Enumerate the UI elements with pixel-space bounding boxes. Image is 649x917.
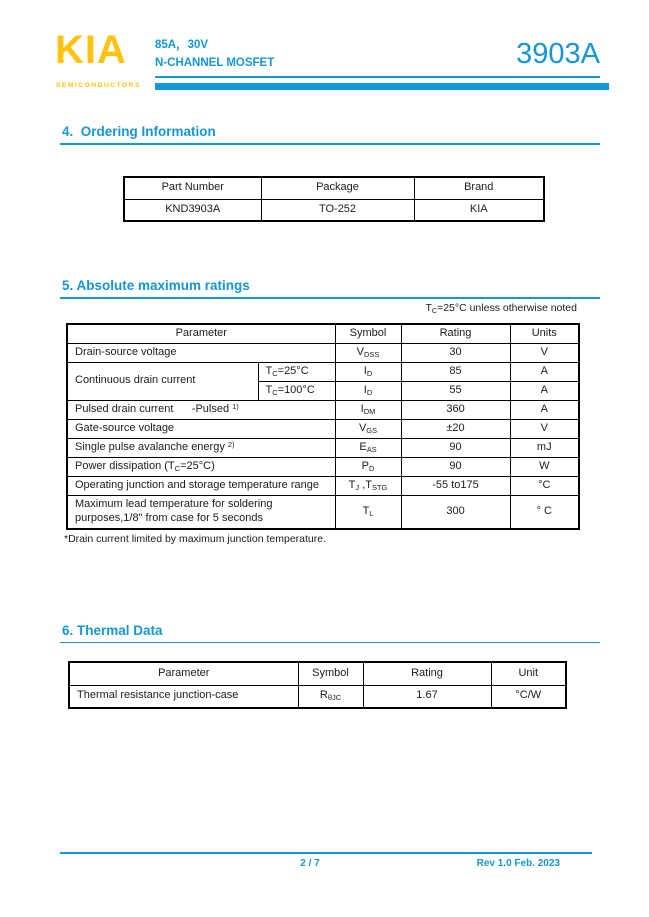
table-header-cell: Unit xyxy=(491,662,566,685)
table-cell: VGS xyxy=(335,419,401,438)
table-cell: 300 xyxy=(401,495,510,529)
table-cell: 1.67 xyxy=(363,685,491,708)
section-heading-thermal: 6. Thermal Data xyxy=(60,623,600,643)
table-cell: V xyxy=(510,343,579,362)
table-cell: VDSS xyxy=(335,343,401,362)
abs-max-footnote: *Drain current limited by maximum junction temperature. xyxy=(64,533,327,545)
table-cell: 55 xyxy=(401,381,510,400)
section-heading-abs-max: 5. Absolute maximum ratings xyxy=(60,278,600,299)
thermal-table xyxy=(68,661,567,709)
table-cell: A xyxy=(510,381,579,400)
table-cell: Gate-source voltage xyxy=(67,419,335,438)
table-cell: W xyxy=(510,457,579,476)
logo-subtext: SEMICONDUCTORS xyxy=(56,82,141,89)
table-cell: Pulsed drain current -Pulsed $^{1)}$ xyxy=(67,400,335,419)
table-cell: ID xyxy=(335,381,401,400)
table-header-cell: Units xyxy=(510,324,579,343)
table-cell: mJ xyxy=(510,438,579,457)
table-row xyxy=(67,419,579,438)
footer-rule xyxy=(60,852,592,854)
ordering-table xyxy=(123,176,545,222)
table-cell: Power dissipation (TC=25°C) xyxy=(67,457,335,476)
table-header-cell: Part Number xyxy=(124,177,261,199)
table-row xyxy=(67,438,579,457)
table-header-cell: Parameter xyxy=(67,324,335,343)
table-cell: A xyxy=(510,362,579,381)
table-cell: RθJC xyxy=(298,685,363,708)
table-cell: A xyxy=(510,400,579,419)
table-cell: 360 xyxy=(401,400,510,419)
table-header-cell: Symbol xyxy=(335,324,401,343)
table-cell: Maximum lead temperature for soldering purposes,1/8" from case for 5 seconds xyxy=(67,495,335,529)
table-cell: Single pulse avalanche energy $^{2)}$ xyxy=(67,438,335,457)
table-cell: -55 to175 xyxy=(401,476,510,495)
table-cell: Drain-source voltage xyxy=(67,343,335,362)
table-cell: ID xyxy=(335,362,401,381)
table-header-row xyxy=(124,177,544,199)
table-row xyxy=(67,457,579,476)
table-header-cell: Package xyxy=(261,177,414,199)
table-row xyxy=(69,685,566,708)
table-row xyxy=(67,400,579,419)
header-spec xyxy=(155,36,274,73)
table-cell: PD xyxy=(335,457,401,476)
table-cell: EAS xyxy=(335,438,401,457)
spec-line-device-type: N-CHANNEL MOSFET xyxy=(155,57,275,70)
table-header-cell: Rating xyxy=(401,324,510,343)
table-cell: 30 xyxy=(401,343,510,362)
table-row xyxy=(124,199,544,221)
table-row xyxy=(67,495,579,529)
table-cell: TL xyxy=(335,495,401,529)
table-cell: KND3903A xyxy=(124,199,261,221)
table-row xyxy=(67,476,579,495)
table-header-row xyxy=(69,662,566,685)
table-cell: KIA xyxy=(414,199,544,221)
table-header-cell: Parameter xyxy=(69,662,298,685)
table-header-cell: Brand xyxy=(414,177,544,199)
header-rule-thin xyxy=(155,76,600,78)
table-cell: °C xyxy=(510,476,579,495)
kia-logo: KIA xyxy=(55,28,127,72)
condition-note: TC=25°C unless otherwise noted xyxy=(425,302,577,315)
table-header-row xyxy=(67,324,579,343)
table-cell: 85 xyxy=(401,362,510,381)
spec-line-current-voltage: 85A，30V xyxy=(155,39,209,51)
table-cell: TC=25°C xyxy=(258,362,335,381)
table-cell: TJ ,TSTG xyxy=(335,476,401,495)
abs-max-table xyxy=(66,323,580,530)
table-cell: °C/W xyxy=(491,685,566,708)
table-cell: ±20 xyxy=(401,419,510,438)
table-cell: 90 xyxy=(401,438,510,457)
table-cell: 90 xyxy=(401,457,510,476)
page-number: 2 / 7 xyxy=(300,858,320,869)
table-cell: V xyxy=(510,419,579,438)
table-cell: TO-252 xyxy=(261,199,414,221)
table-cell: ° C xyxy=(510,495,579,529)
section-heading-ordering: 4. Ordering Information xyxy=(60,124,600,145)
table-cell: Operating junction and storage temperature range xyxy=(67,476,335,495)
table-cell: TC=100°C xyxy=(258,381,335,400)
table-row xyxy=(67,343,579,362)
part-number: 3903A xyxy=(516,38,600,70)
table-cell: Thermal resistance junction-case xyxy=(69,685,298,708)
table-row xyxy=(67,362,579,381)
header-rule-thick xyxy=(155,83,609,90)
table-cell: IDM xyxy=(335,400,401,419)
table-header-cell: Rating xyxy=(363,662,491,685)
table-header-cell: Symbol xyxy=(298,662,363,685)
revision-label: Rev 1.0 Feb. 2023 xyxy=(476,858,560,869)
table-cell: Continuous drain current xyxy=(67,362,258,400)
